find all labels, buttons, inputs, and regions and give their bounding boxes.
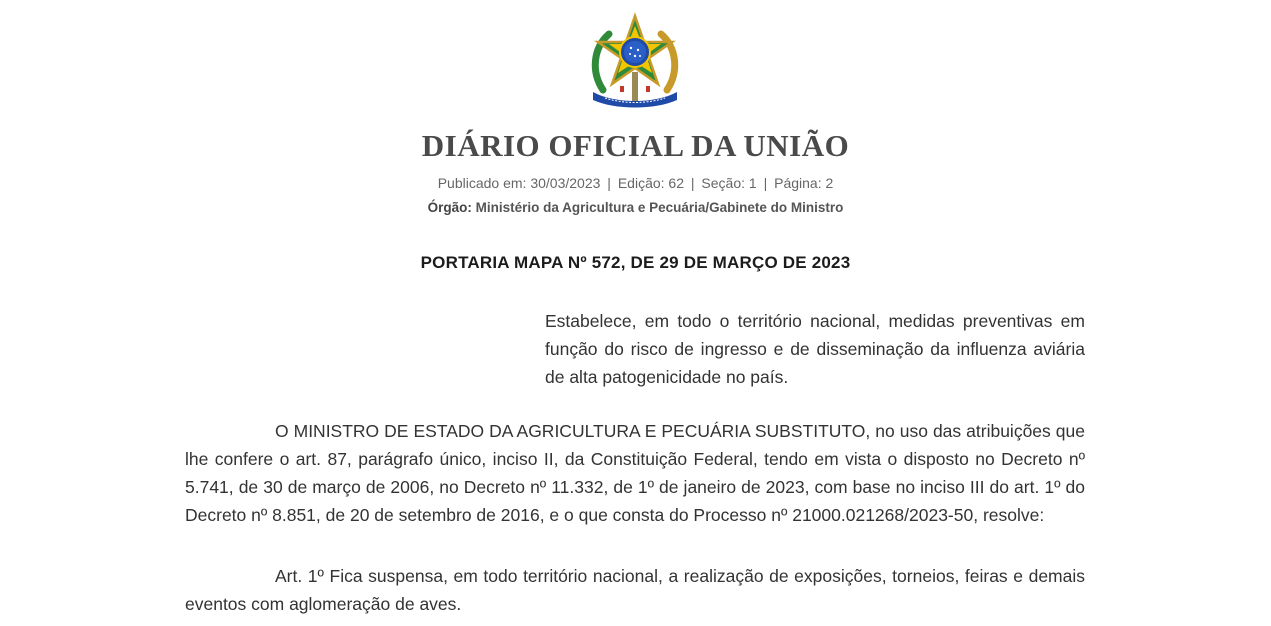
- separator: |: [690, 175, 695, 191]
- separator: |: [607, 175, 611, 191]
- masthead-title: DIÁRIO OFICIAL DA UNIÃO: [421, 128, 850, 163]
- section-number: Seção: 1: [701, 175, 757, 191]
- organ-value: Ministério da Agricultura e Pecuária/Gabinete do Ministro: [475, 200, 844, 215]
- separator: |: [763, 175, 768, 191]
- publication-info: [0, 175, 1271, 191]
- brazil-coat-of-arms-icon: [585, 12, 685, 108]
- act-ementa: Estabelece, em todo o território nacional, medidas preventivas em função do risco de ingresso e de disseminação da influenza aviária de alta patogenicidade no país.: [545, 311, 1085, 387]
- edition-number: Edição: 62: [617, 175, 684, 191]
- organ-label: Órgão:: [427, 200, 472, 215]
- published-date: Publicado em: 30/03/2023: [437, 175, 601, 191]
- article-1-paragraph: Art. 1º Fica suspensa, em todo território nacional, a realização de exposições, torneios, feiras e demais eventos com aglomeração de aves.: [185, 566, 1085, 614]
- page-number: Página: 2: [774, 175, 834, 191]
- preamble-paragraph: O MINISTRO DE ESTADO DA AGRICULTURA E PECUÁRIA SUBSTITUTO, no uso das atribuições que lhe confere o art. 87, parágrafo único, inciso II, da Constituição Federal, tendo em vista o disposto no Decreto nº 5.741, de 30 de março de 2006, no Decreto nº 11.332, de 1º de janeiro de 2023, com base no inciso III do art. 1º do Decreto nº 8.851, de 20 de setembro de 2016, e o que consta do Processo nº 21000.021268/2023-50, resolve:: [185, 421, 1085, 525]
- organ-line: [0, 200, 1271, 215]
- act-title: PORTARIA MAPA Nº 572, DE 29 DE MARÇO DE 2023: [420, 253, 851, 272]
